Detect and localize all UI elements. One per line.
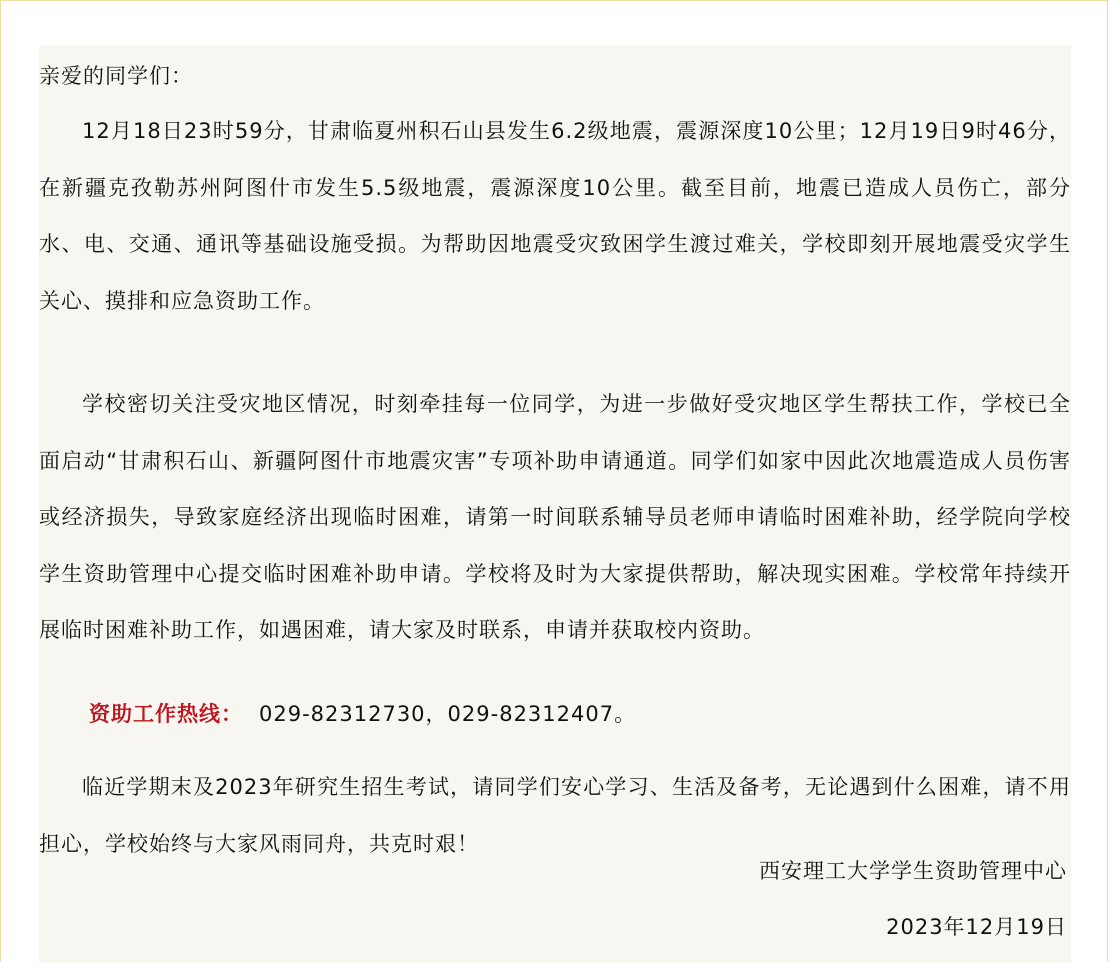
paragraph-earthquake-report: 12月18日23时59分，甘肃临夏州积石山县发生6.2级地震，震源深度10公里；12月19日9时46分，在新疆克孜勒苏州阿图什市发生5.5级地震，震源深度10公里。截至目前，地震已造成人员伤亡，部分水、电、交通、通讯等基础设施受损。为帮助因地震受灾致困学生渡过难关，学校即刻开展地震受灾学生关心、摸排和应急资助工作。 <box>39 119 1071 313</box>
salutation: 亲爱的同学们： <box>39 64 193 88</box>
notice-card <box>39 45 1071 963</box>
signature-date: 2023年12月19日 <box>886 915 1067 939</box>
paragraph-closing-wishes: 临近学期末及2023年研究生招生考试，请同学们安心学习、生活及备考，无论遇到什么困难，请不用担心，学校始终与大家风雨同舟，共克时艰！ <box>39 775 1071 856</box>
hotline-numbers: 029-82312730，029-82312407。 <box>259 702 637 726</box>
hotline-line <box>89 686 636 743</box>
signature: 西安理工大学学生资助管理中心 <box>759 859 1067 883</box>
hotline-label: 资助工作热线： <box>89 702 243 726</box>
paragraph-subsidy-channel: 学校密切关注受灾地区情况，时刻牵挂每一位同学，为进一步做好受灾地区学生帮扶工作，学校已全面启动“甘肃积石山、新疆阿图什市地震灾害”专项补助申请通道。同学们如家中因此次地震造成人员伤害或经济损失，导致家庭经济出现临时困难，请第一时间联系辅导员老师申请临时困难补助，经学院向学校学生资助管理中心提交临时困难补助申请。学校将及时为大家提供帮助，解决现实困难。学校常年持续开展临时困难补助工作，如遇困难，请大家及时联系，申请并获取校内资助。 <box>39 392 1071 643</box>
